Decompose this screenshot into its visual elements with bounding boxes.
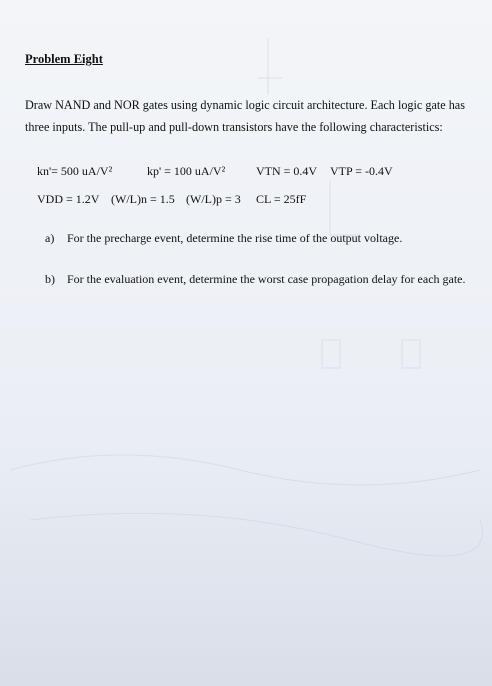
question-b — [45, 272, 466, 287]
param-vdd: VDD = 1.2V — [37, 192, 100, 206]
problem-intro: Draw NAND and NOR gates using dynamic logic circuit architecture. Each logic gate has three inputs. The pull-up and pull-down transistors have the following characteristics: — [25, 98, 465, 134]
param-wlp: (W/L)p = 3 — [186, 192, 241, 206]
param-vtp: VTP = -0.4V — [330, 164, 393, 178]
problem-title: Problem Eight — [25, 52, 103, 66]
param-cl: CL = 25fF — [256, 192, 307, 206]
page-shadow — [0, 426, 492, 686]
question-a — [45, 231, 402, 246]
question-b-text: For the evaluation event, determine the worst case propagation delay for each gate. — [67, 272, 466, 286]
question-b-label: b) — [45, 272, 55, 286]
param-vtn: VTN = 0.4V — [256, 164, 318, 178]
param-kn: kn'= 500 uA/V² — [37, 164, 113, 178]
param-wln: (W/L)n = 1.5 — [111, 192, 175, 206]
param-kp: kp' = 100 uA/V² — [147, 164, 226, 178]
question-a-label: a) — [45, 231, 55, 245]
question-a-text: For the precharge event, determine the rise time of the output voltage. — [67, 231, 403, 245]
